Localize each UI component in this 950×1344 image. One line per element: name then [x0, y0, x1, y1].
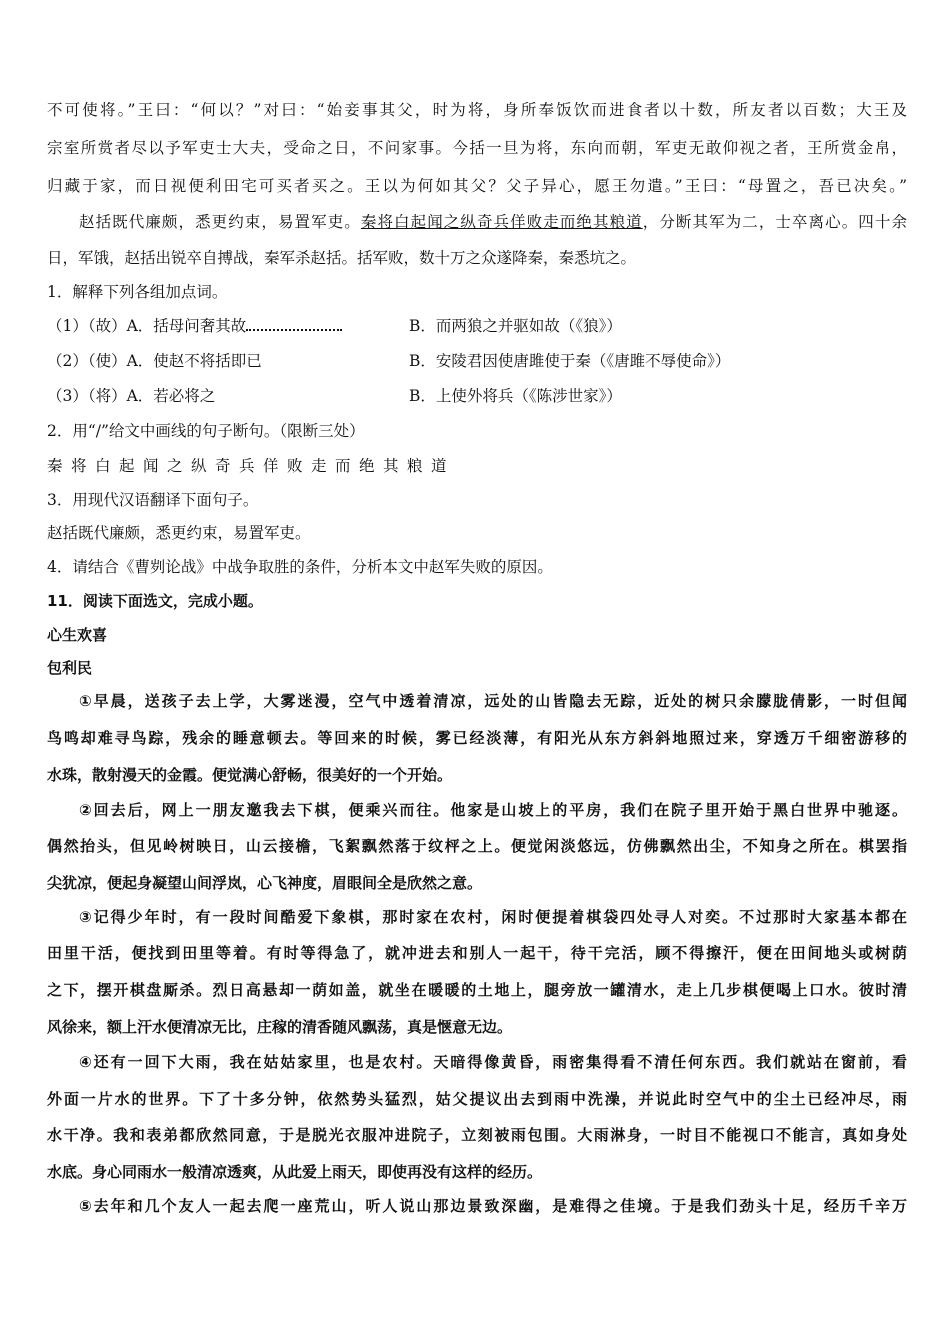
passage-line: 归藏于家，而日视便利田宅可买者买之。王以为何如其父？父子异心，愿王勿遣。”王曰：“母置之，吾已决矣。”: [47, 177, 907, 195]
passage-line: 日，军饿，赵括出锐卒自搏战，秦军杀赵括。括军败，数十万之众遂降秦，秦悉坑之。: [47, 249, 637, 267]
paragraph-line: 水珠，散射漫天的金霞。便觉满心舒畅，很美好的一个开始。: [47, 766, 453, 784]
paragraph-line: 田里干活，便找到田里等着。有时等得急了，就冲进去和别人一起干，待干完活，顾不得擦汗，便在田间地头或树荫: [47, 944, 907, 962]
paragraph-line: ②回去后，网上一朋友邀我去下棋，便乘兴而往。他家是山坡上的平房，我们在院子里开始于黑白世界中驰逐。: [79, 801, 907, 819]
paragraph-line: ③记得少年时，有一段时间酷爱下象棋，那时家在农村，闲时便提着棋袋四处寻人对奕。不过那时大家基本都在: [79, 908, 907, 926]
question-1: 1．解释下列各组加点词。: [47, 283, 228, 301]
passage-line: 不可使将。”王曰：“何以？”对曰：“始妾事其父，时为将，身所奉饭饮而进食者以十数，所友者以百数；大王及: [47, 101, 907, 119]
item-a: （2）（使）A．使赵不将括即已: [47, 352, 262, 370]
paragraph-line: 之下，摆开棋盘厮杀。烈日高悬却一荫如盖，就坐在暖暖的土地上，腿旁放一罐清水，走上几步棋便喝上口水。彼时清: [47, 981, 907, 999]
passage-text: ，分断其军为二，士卒离心。四十余: [642, 213, 907, 231]
paragraph-line: 外面一片水的世界。下了十多分钟，依然势头猛烈，姑父提议出去到雨中洗澡，并说此时空气中的尘土已经冲尽，雨: [47, 1090, 907, 1108]
paragraph-line: 水底。身心同雨水一般清凉透爽，从此爱上雨天，即使再没有这样的经历。: [47, 1163, 543, 1181]
paragraph-line: ④还有一回下大雨，我在姑姑家里，也是农村。天暗得像黄昏，雨密集得看不清任何东西。我们就站在窗前，看: [79, 1053, 907, 1071]
question-1-item-3: [47, 385, 907, 407]
paragraph-line: 风徐来，额上汗水便清凉无比，庄稼的清香随风飘荡，真是惬意无边。: [47, 1018, 513, 1036]
item-b: B．安陵君因使唐雎使于秦（《唐雎不辱使命》）: [409, 352, 731, 370]
question-3: 3．用现代汉语翻译下面句子。: [47, 491, 259, 509]
question-1-item-1: [47, 315, 907, 337]
passage-text: 赵括既代廉颇，悉更约束，易置军吏。: [79, 213, 361, 231]
essay-title: 心生欢喜: [47, 626, 108, 644]
essay-author: 包利民: [47, 659, 93, 677]
paragraph-line: 鸟鸣却难寻鸟踪，残余的睡意顿去。等回来的时候，雾已经淡薄，有阳光从东方斜斜地照过来，穿透万千细密游移的: [47, 729, 907, 747]
passage-line: [79, 211, 907, 233]
item-a: （1）（故）A．括母问奢其故: [47, 317, 247, 335]
question-1-item-2: [47, 350, 907, 372]
paragraph-line: 尖犹凉，便起身凝望山间浮岚，心飞神度，眉眼间全是欣然之意。: [47, 874, 483, 892]
paragraph-line: ①早晨，送孩子去上学，大雾迷漫，空气中透着清凉，远处的山皆隐去无踪，近处的树只余朦胧倩影，一时但闻: [79, 692, 907, 710]
passage-line: 宗室所赏者尽以予军吏士大夫，受命之日，不问家事。今括一旦为将，东向而朝，军吏无敢仰视之者，王所赏金帛，: [47, 139, 907, 157]
item-b: B．上使外将兵（《陈涉世家》）: [409, 387, 622, 405]
question-4: 4．请结合《曹刿论战》中战争取胜的条件，分析本文中赵军失败的原因。: [47, 558, 553, 576]
paragraph-line: ⑤去年和几个友人一起去爬一座荒山，听人说山那边景致深幽，是难得之佳境。于是我们劲头十足，经历千辛万: [79, 1197, 907, 1215]
question-3-sentence: 赵括既代廉颇，悉更约束，易置军吏。: [47, 524, 311, 542]
question-2: 2．用“/”给文中画线的句子断句。（限断三处）: [47, 422, 365, 440]
item-a: （3）（将）A．若必将之: [47, 387, 216, 405]
dotted-leader: [246, 317, 342, 331]
item-b: B．而两狼之并驱如故（《狼》）: [409, 317, 622, 335]
paragraph-line: 偶然抬头，但见岭树映日，山云接檐，飞絮飘然落于纹枰之上。便觉闲淡悠远，仿佛飘然出尘，不知身之所在。棋罢指: [47, 837, 907, 855]
paragraph-line: 水干净。我和表弟都欣然同意，于是脱光衣服冲进院子，立刻被雨包围。大雨淋身，一时目不能视口不能言，真如身处: [47, 1126, 907, 1144]
question-2-sentence: 秦将白起闻之纵奇兵佯败走而绝其粮道: [47, 457, 456, 475]
underlined-sentence: 秦将白起闻之纵奇兵佯败走而绝其粮道: [360, 213, 643, 231]
section-heading: 11．阅读下面选文，完成小题。: [47, 592, 263, 610]
